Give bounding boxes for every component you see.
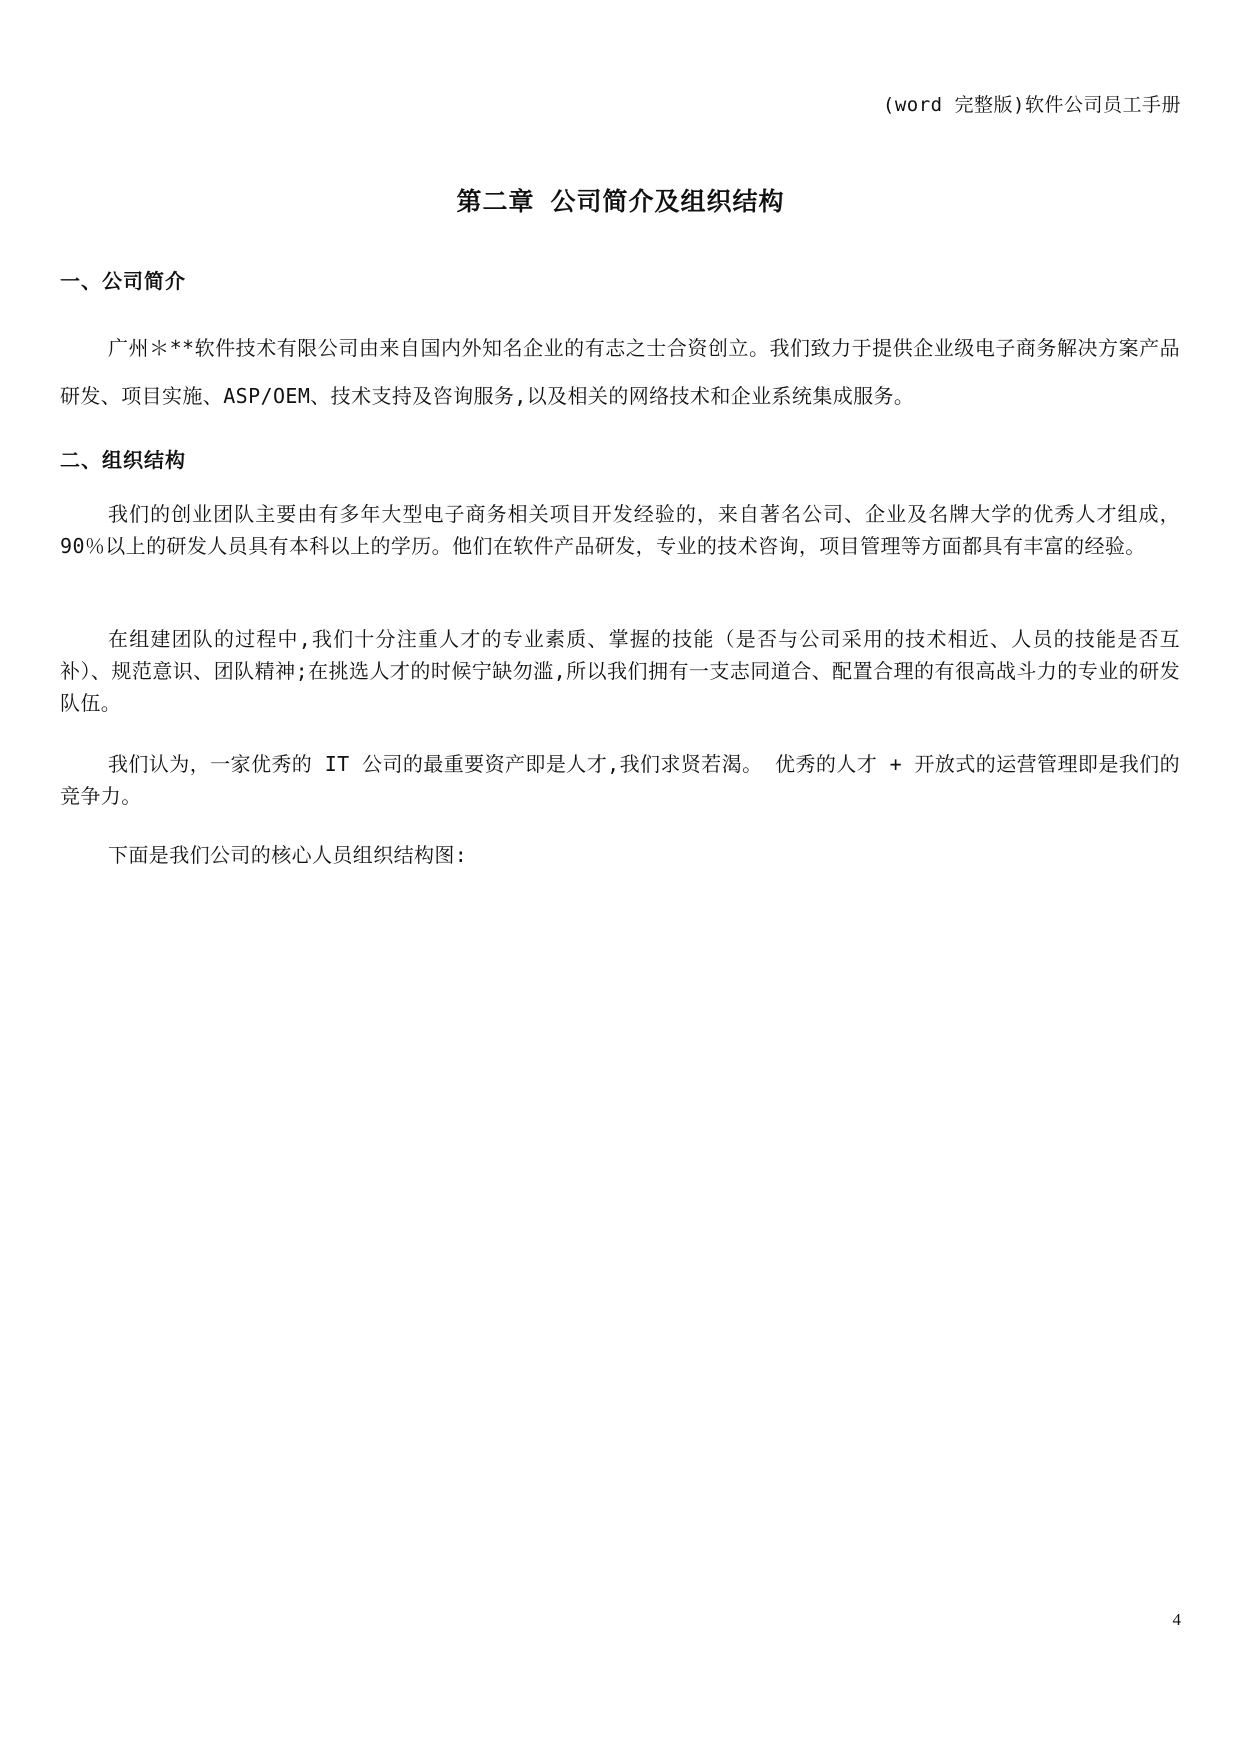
section-heading-org-structure: 二、组织结构 xyxy=(60,448,186,472)
paragraph-competitiveness: 我们认为，一家优秀的 IT 公司的最重要资产即是人才,我们求贤若渴。 优秀的人才 + 开放式的运营管理即是我们的竞争力。 xyxy=(60,752,1180,808)
paragraph-team-overview: 我们的创业团队主要由有多年大型电子商务相关项目开发经验的，来自著名公司、企业及名牌大学的优秀人才组成，90％以上的研发人员具有本科以上的学历。他们在软件产品研发，专业的技术咨询，项目管理等方面都具有丰富的经验。 xyxy=(60,502,1180,558)
section-heading-company-intro: 一、公司简介 xyxy=(60,269,186,293)
paragraph-company-intro: 广州＊**软件技术有限公司由来自国内外知名企业的有志之士合资创立。我们致力于提供企业级电子商务解决方案产品研发、项目实施、ASP/OEM、技术支持及咨询服务,以及相关的网络技术和企业系统集成服务。 xyxy=(60,336,1180,408)
page-number: 4 xyxy=(1172,1610,1181,1629)
paragraph-org-chart-intro: 下面是我们公司的核心人员组织结构图: xyxy=(108,843,468,867)
paragraph-team-building: 在组建团队的过程中,我们十分注重人才的专业素质、掌握的技能（是否与公司采用的技术相近、人员的技能是否互补）、规范意识、团队精神;在挑选人才的时候宁缺勿滥,所以我们拥有一支志同道合、配置合理的有很高战斗力的专业的研发队伍。 xyxy=(60,627,1180,715)
running-header: (word 完整版)软件公司员工手册 xyxy=(882,94,1181,116)
chapter-title: 第二章 公司简介及组织结构 xyxy=(456,187,785,216)
